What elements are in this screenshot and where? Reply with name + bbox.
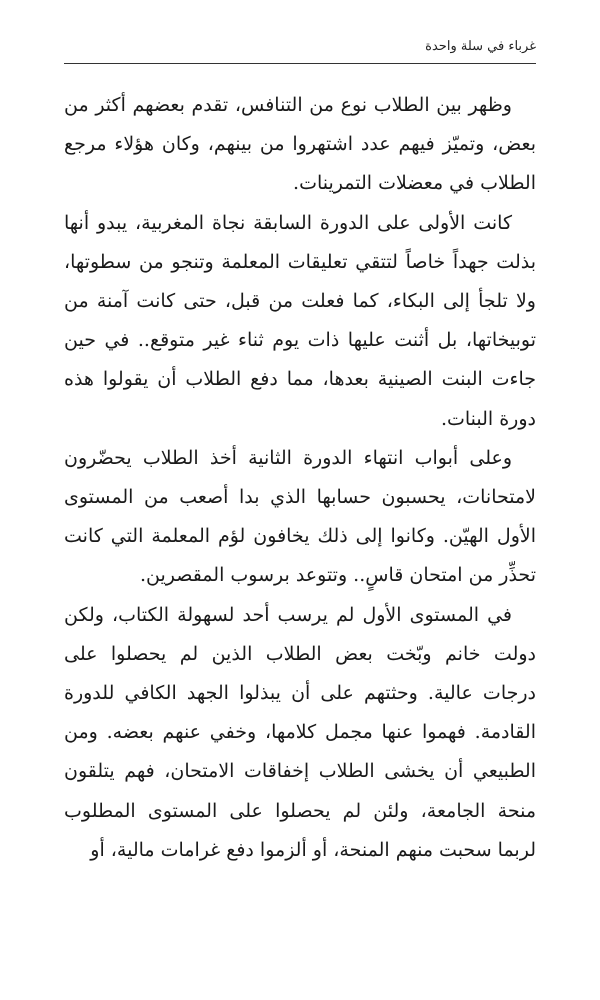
paragraph: في المستوى الأول لم يرسب أحد لسهولة الكتاب، ولكن دولت خانم وبّخت بعض الطلاب الذين لم يحصلوا على درجات عالية. وحثتهم على أن يبذلوا الجهد الكافي للدورة القادمة. فهموا عنها مجمل كلامها، وخفي عنهم بعضه. ومن الطبيعي أن يخشى الطلاب إخفاقات الامتحان، فهم يتلقون منحة الجامعة، ولئن لم يحصلوا على المستوى المطلوب لربما سحبت منهم المنحة، أو ألزموا دفع غرامات مالية، أو (64, 603, 536, 861)
paragraph: وعلى أبواب انتهاء الدورة الثانية أخذ الطلاب يحضّرون لامتحانات، يحسبون حسابها الذي بدا أصعب من المستوى الأول الهيّن. وكانوا إلى ذلك يخافون لؤم المعلمة التي كانت تحذِّر من امتحان قاسٍ.. وتتوعد برسوب المقصرين. (64, 446, 536, 587)
paragraph: كانت الأولى على الدورة السابقة نجاة المغربية، يبدو أنها بذلت جهداً خاصاً لتتقي تعليقات المعلمة وتنجو من سطوتها، ولا تلجأ إلى البكاء، كما فعلت من قبل، حتى كانت آمنة من توبيخاتها، بل أثنت عليها ذات يوم ثناء غير متوقع.. في حين جاءت البنت الصينية بعدها، مما دفع الطلاب أن يقولوا هذه دورة البنات. (64, 211, 536, 430)
header-divider (64, 63, 536, 64)
body-text (64, 86, 536, 870)
running-header: غرباء في سلة واحدة (425, 39, 536, 54)
paragraph: وظهر بين الطلاب نوع من التنافس، تقدم بعضهم أكثر من بعض، وتميّز فيهم عدد اشتهروا من بينهم، وكان هؤلاء مرجع الطلاب في معضلات التمرينات. (64, 94, 536, 195)
